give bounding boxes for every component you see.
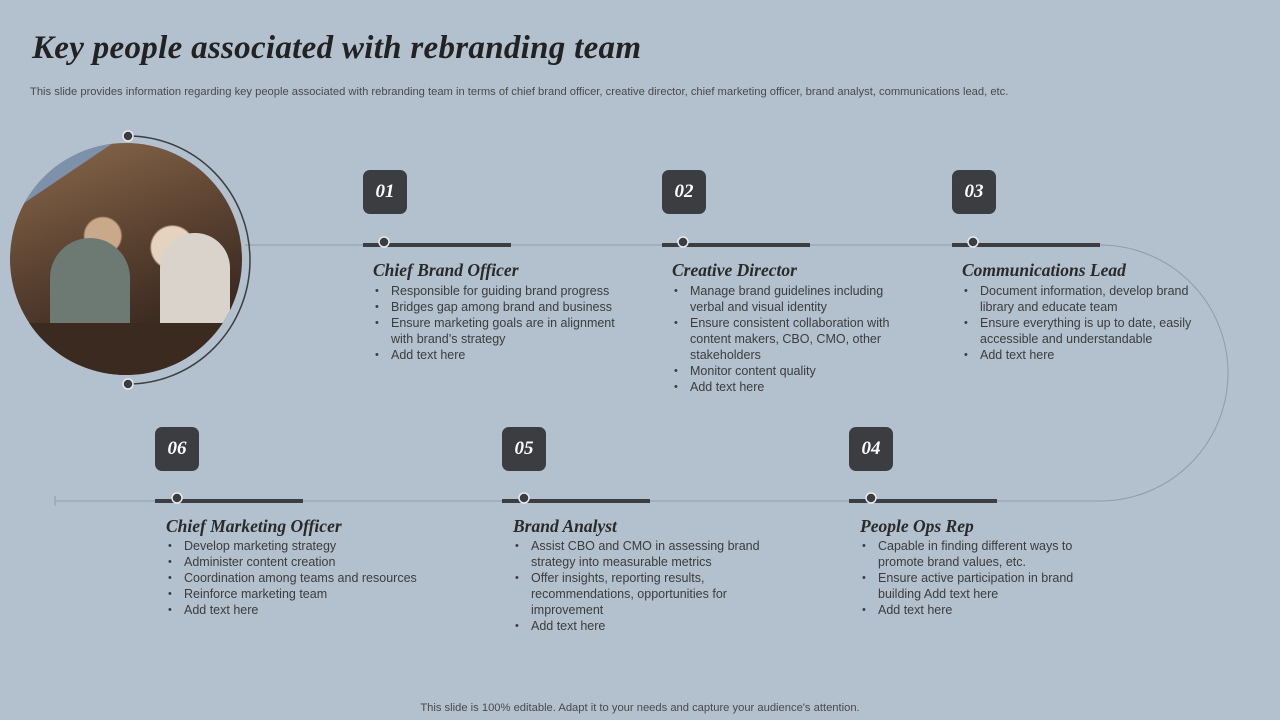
bullet-item: • Add text here (962, 347, 1218, 363)
bullet-item: • Bridges gap among brand and business (373, 299, 635, 315)
step-number-04: 04 (849, 427, 893, 471)
bullet-item: • Coordination among teams and resources (166, 570, 456, 586)
role-title-people-ops-rep: People Ops Rep (860, 516, 974, 536)
step-number-05: 05 (502, 427, 546, 471)
bullet-item: • Manage brand guidelines including verbal and visual identity (672, 283, 904, 315)
team-photo (10, 143, 242, 375)
page-subtitle: This slide provides information regarding key people associated with rebranding team in terms of chief brand officer, creative director, chief marketing officer, brand analyst, communications lead, etc. (30, 86, 1009, 98)
role-title-brand-analyst: Brand Analyst (513, 516, 617, 536)
bullet-item: • Ensure active participation in brand building Add text here (860, 570, 1098, 602)
bullet-item: • Ensure marketing goals are in alignment with brand’s strategy (373, 315, 635, 347)
bullet-item: • Capable in finding different ways to promote brand values, etc. (860, 538, 1098, 570)
role-title-creative-director: Creative Director (672, 260, 797, 280)
role-title-communications-lead: Communications Lead (962, 260, 1126, 280)
role-title-chief-brand-officer: Chief Brand Officer (373, 260, 519, 280)
role-bullets-people-ops-rep (860, 538, 1098, 618)
step-number-02: 02 (662, 170, 706, 214)
bullet-item: • Monitor content quality (672, 363, 904, 379)
bullet-item: • Add text here (373, 347, 635, 363)
bullet-item: • Add text here (672, 379, 904, 395)
bullet-item: • Ensure consistent collaboration with content makers, CBO, CMO, other stakeholders (672, 315, 904, 363)
bullet-item: • Add text here (513, 618, 771, 634)
bullet-item: • Document information, develop brand library and educate team (962, 283, 1218, 315)
role-bullets-chief-marketing-officer (166, 538, 456, 618)
bullet-item: • Reinforce marketing team (166, 586, 456, 602)
bullet-item: • Assist CBO and CMO in assessing brand strategy into measurable metrics (513, 538, 771, 570)
role-bullets-creative-director (672, 283, 904, 395)
bullet-item: • Ensure everything is up to date, easily accessible and understandable (962, 315, 1218, 347)
step-number-03: 03 (952, 170, 996, 214)
role-bullets-brand-analyst (513, 538, 771, 634)
role-bullets-communications-lead (962, 283, 1218, 363)
bullet-item: • Administer content creation (166, 554, 456, 570)
bullet-item: • Develop marketing strategy (166, 538, 456, 554)
step-number-01: 01 (363, 170, 407, 214)
bullet-item: • Responsible for guiding brand progress (373, 283, 635, 299)
bullet-item: • Add text here (860, 602, 1098, 618)
page-title: Key people associated with rebranding team (32, 30, 642, 66)
step-number-06: 06 (155, 427, 199, 471)
role-title-chief-marketing-officer: Chief Marketing Officer (166, 516, 342, 536)
role-bullets-chief-brand-officer (373, 283, 635, 363)
bullet-item: • Offer insights, reporting results, recommendations, opportunities for improvement (513, 570, 771, 618)
bullet-item: • Add text here (166, 602, 456, 618)
footer-note: This slide is 100% editable. Adapt it to your needs and capture your audience's attention. (420, 702, 860, 714)
